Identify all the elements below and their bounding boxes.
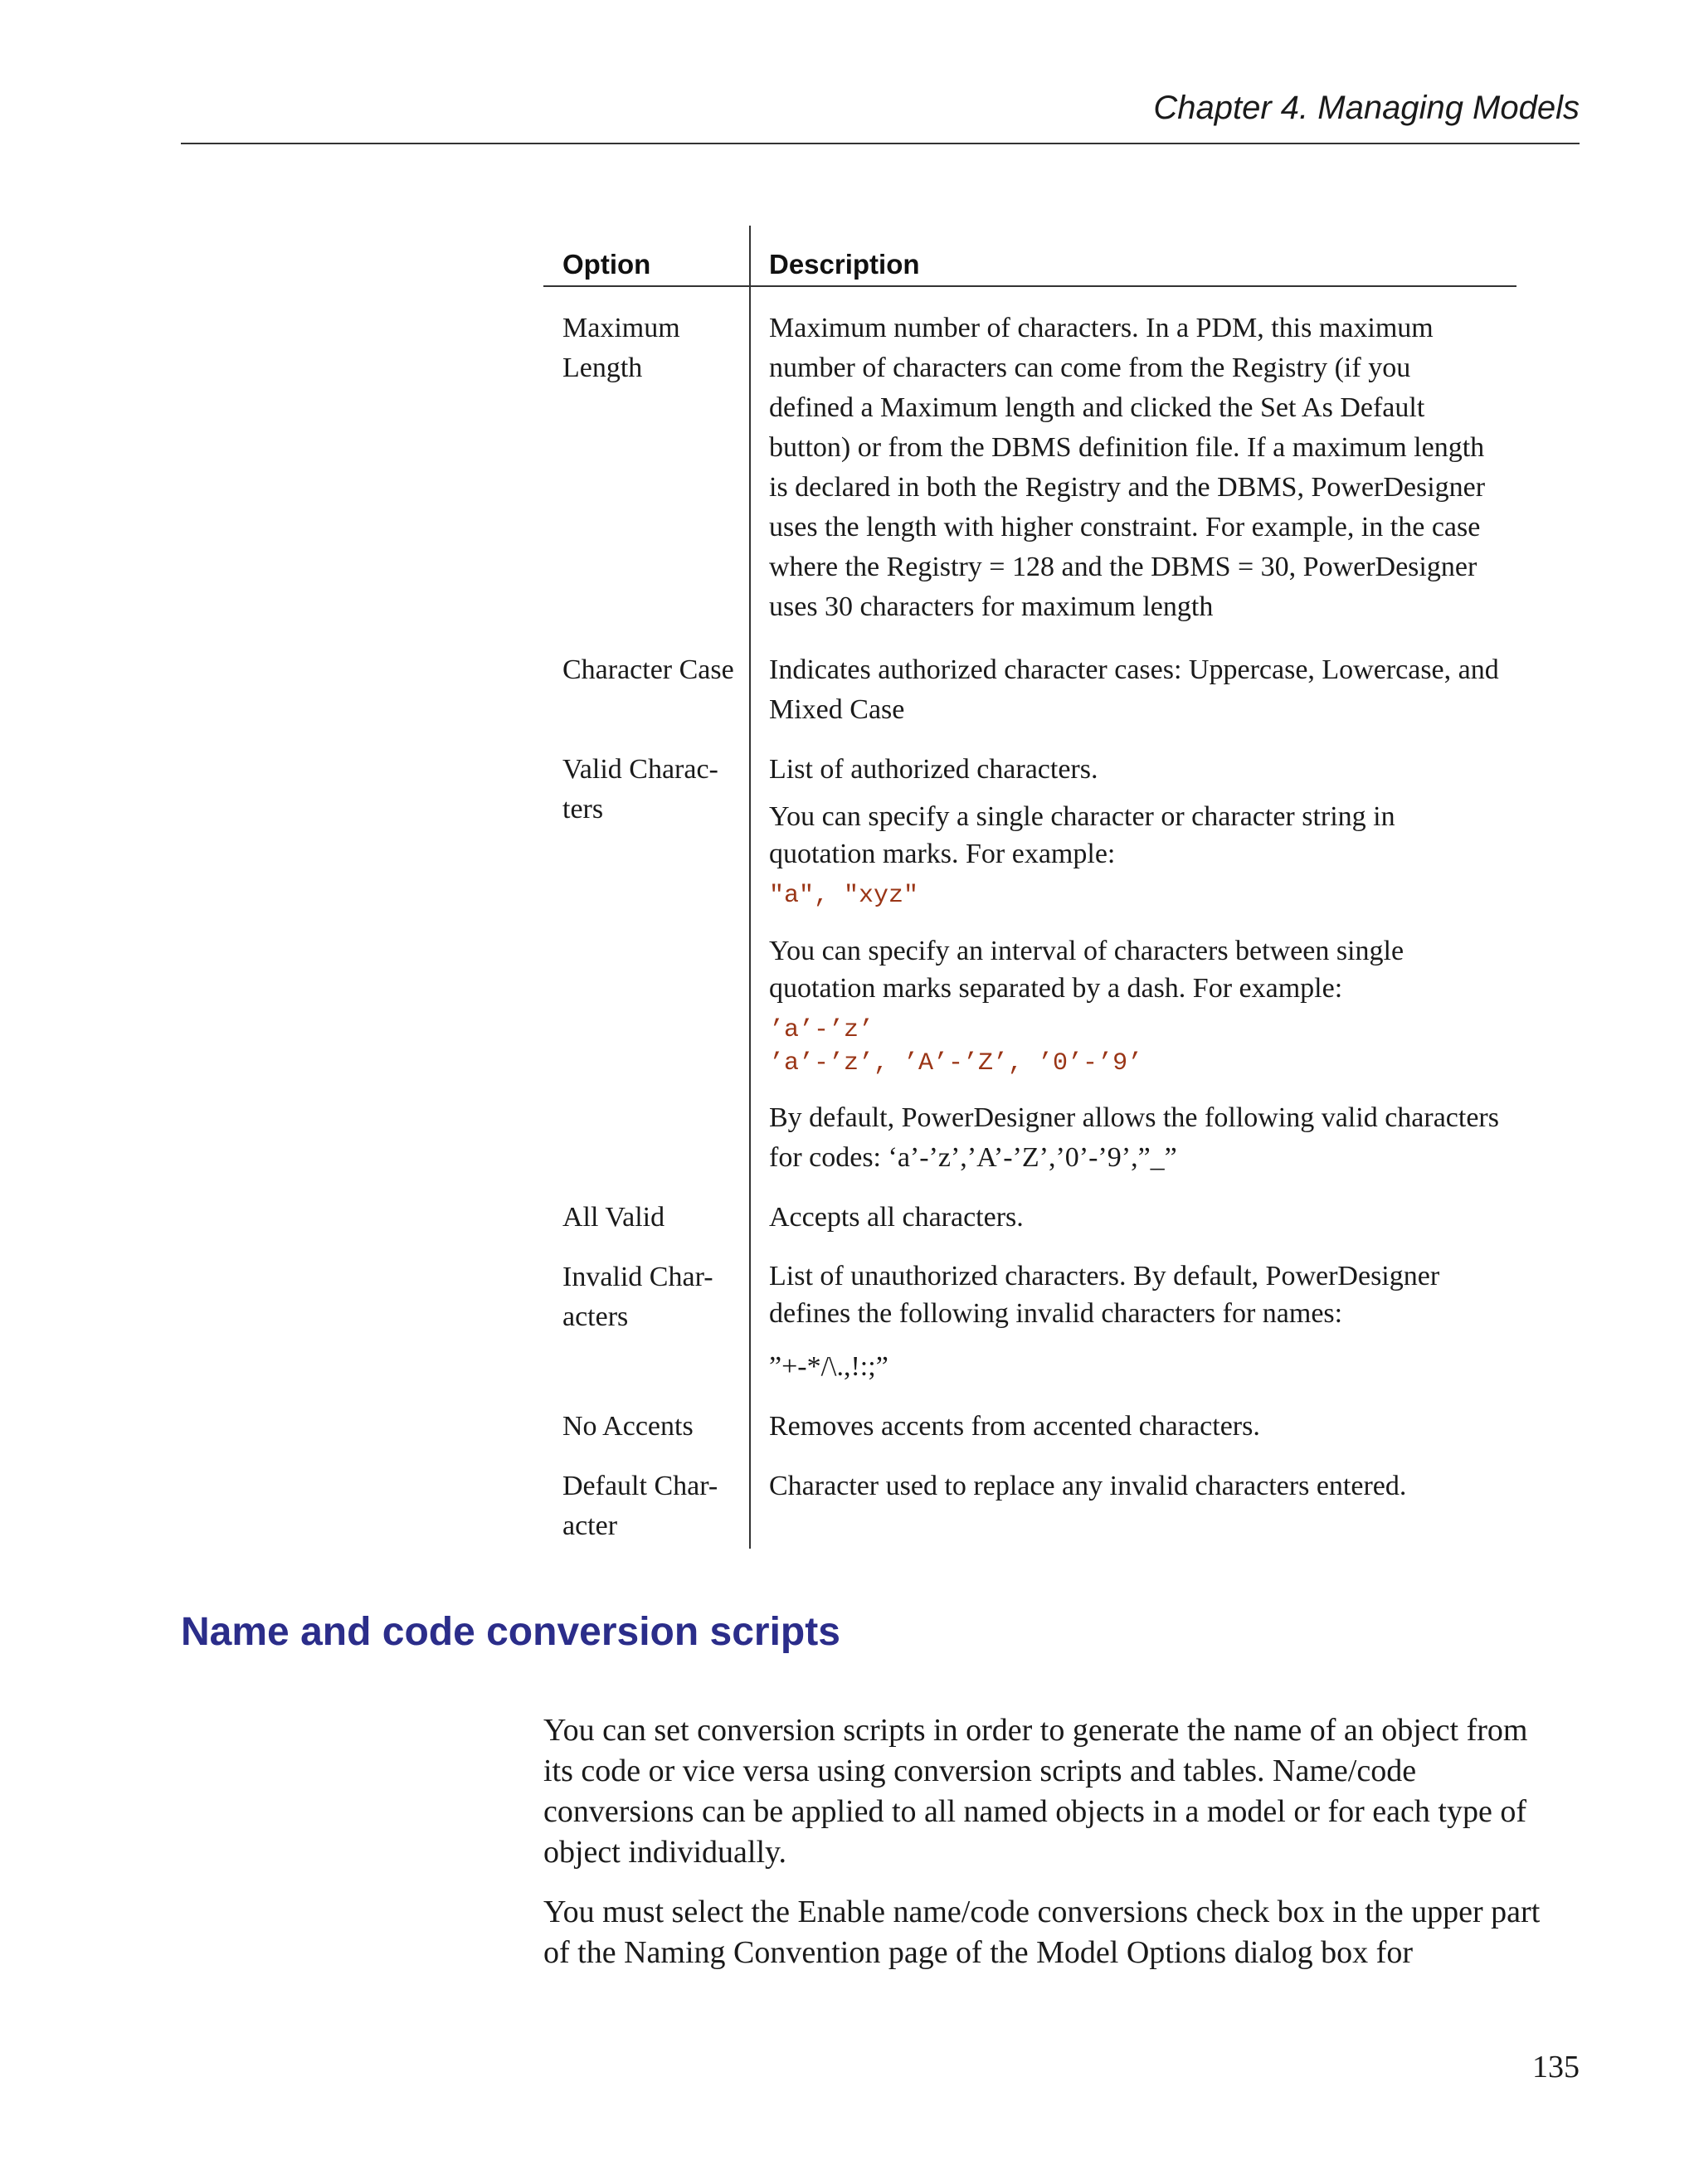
option-description: [769, 1198, 1499, 1238]
option-label: Default Char-acter: [562, 1471, 718, 1541]
chapter-header: Chapter 4. Managing Models: [1153, 90, 1580, 126]
description-text: You can specify an interval of characters between single quotation marks separated by a dash. For example:: [769, 936, 1404, 1004]
description-text: You can specify a single character or character string in quotation marks. For example:: [769, 801, 1395, 869]
body-paragraph: [543, 1710, 1555, 1873]
description-text: List of unauthorized characters. By default, PowerDesigner defines the following invalid characters for names:: [769, 1261, 1440, 1329]
description-text: List of authorized characters.: [769, 754, 1098, 785]
table-header-row: [543, 226, 1516, 285]
option-description: [769, 1467, 1499, 1506]
option-description: [769, 309, 1499, 627]
option-label: All Valid: [562, 1202, 665, 1233]
column-divider: [749, 226, 751, 1549]
option-description: [769, 750, 1499, 1178]
description-text: Removes accents from accented characters.: [769, 1411, 1260, 1442]
option-label: No Accents: [562, 1411, 694, 1442]
invalid-characters-value: ”+-*/\.,!:;”: [769, 1351, 888, 1382]
option-label: Maximum Length: [562, 313, 680, 383]
description-text: Maximum number of characters. In a PDM, this maximum number of characters can come from the Registry (if you defined a Maximum length and clicked the Set As Default button) or from the DBMS definition file. If a maximum length is declared in both the Registry and the DBMS, PowerDesigner uses the length with higher constraint. For example, in the case where the Registry = 128 and the DBMS = 30, PowerDesigner uses 30 characters for maximum length: [769, 313, 1486, 622]
option-label: Character Case: [562, 654, 734, 685]
header-underline: [543, 285, 1516, 287]
column-header-description: Description: [769, 249, 920, 280]
body-paragraph: [543, 1892, 1555, 1973]
description-text: Indicates authorized character cases: Uppercase, Lowercase, and Mixed Case: [769, 654, 1499, 725]
option-label: Invalid Char-acters: [562, 1262, 713, 1332]
option-description: [769, 1257, 1499, 1387]
column-header-option: Option: [562, 249, 651, 280]
description-text: Accepts all characters.: [769, 1202, 1024, 1233]
description-text: Character used to replace any invalid characters entered.: [769, 1471, 1407, 1501]
option-description: [769, 650, 1499, 730]
paragraph-text: You can set conversion scripts in order to generate the name of an object from its code or vice versa using conversion scripts and tables. Name/code conversions can be applied to all named objects in a model or for each type of object individually.: [543, 1713, 1528, 1870]
section-heading: Name and code conversion scripts: [181, 1610, 840, 1654]
code-example: "a", "xyz": [769, 882, 919, 910]
description-text: By default, PowerDesigner allows the following valid characters for codes: ‘a’-’z’,’A’-’Z’,’0’-’9’,”_”: [769, 1102, 1499, 1173]
header-rule: [181, 143, 1580, 144]
option-description: [769, 1407, 1499, 1447]
paragraph-text: You must select the Enable name/code conversions check box in the upper part of the Naming Convention page of the Model Options dialog box for: [543, 1895, 1541, 1970]
option-label: Valid Charac-ters: [562, 754, 718, 824]
page-number: 135: [1532, 2050, 1580, 2084]
code-example: ’a’-’z’ ’a’-’z’, ’A’-’Z’, ’0’-’9’: [769, 1016, 1143, 1077]
